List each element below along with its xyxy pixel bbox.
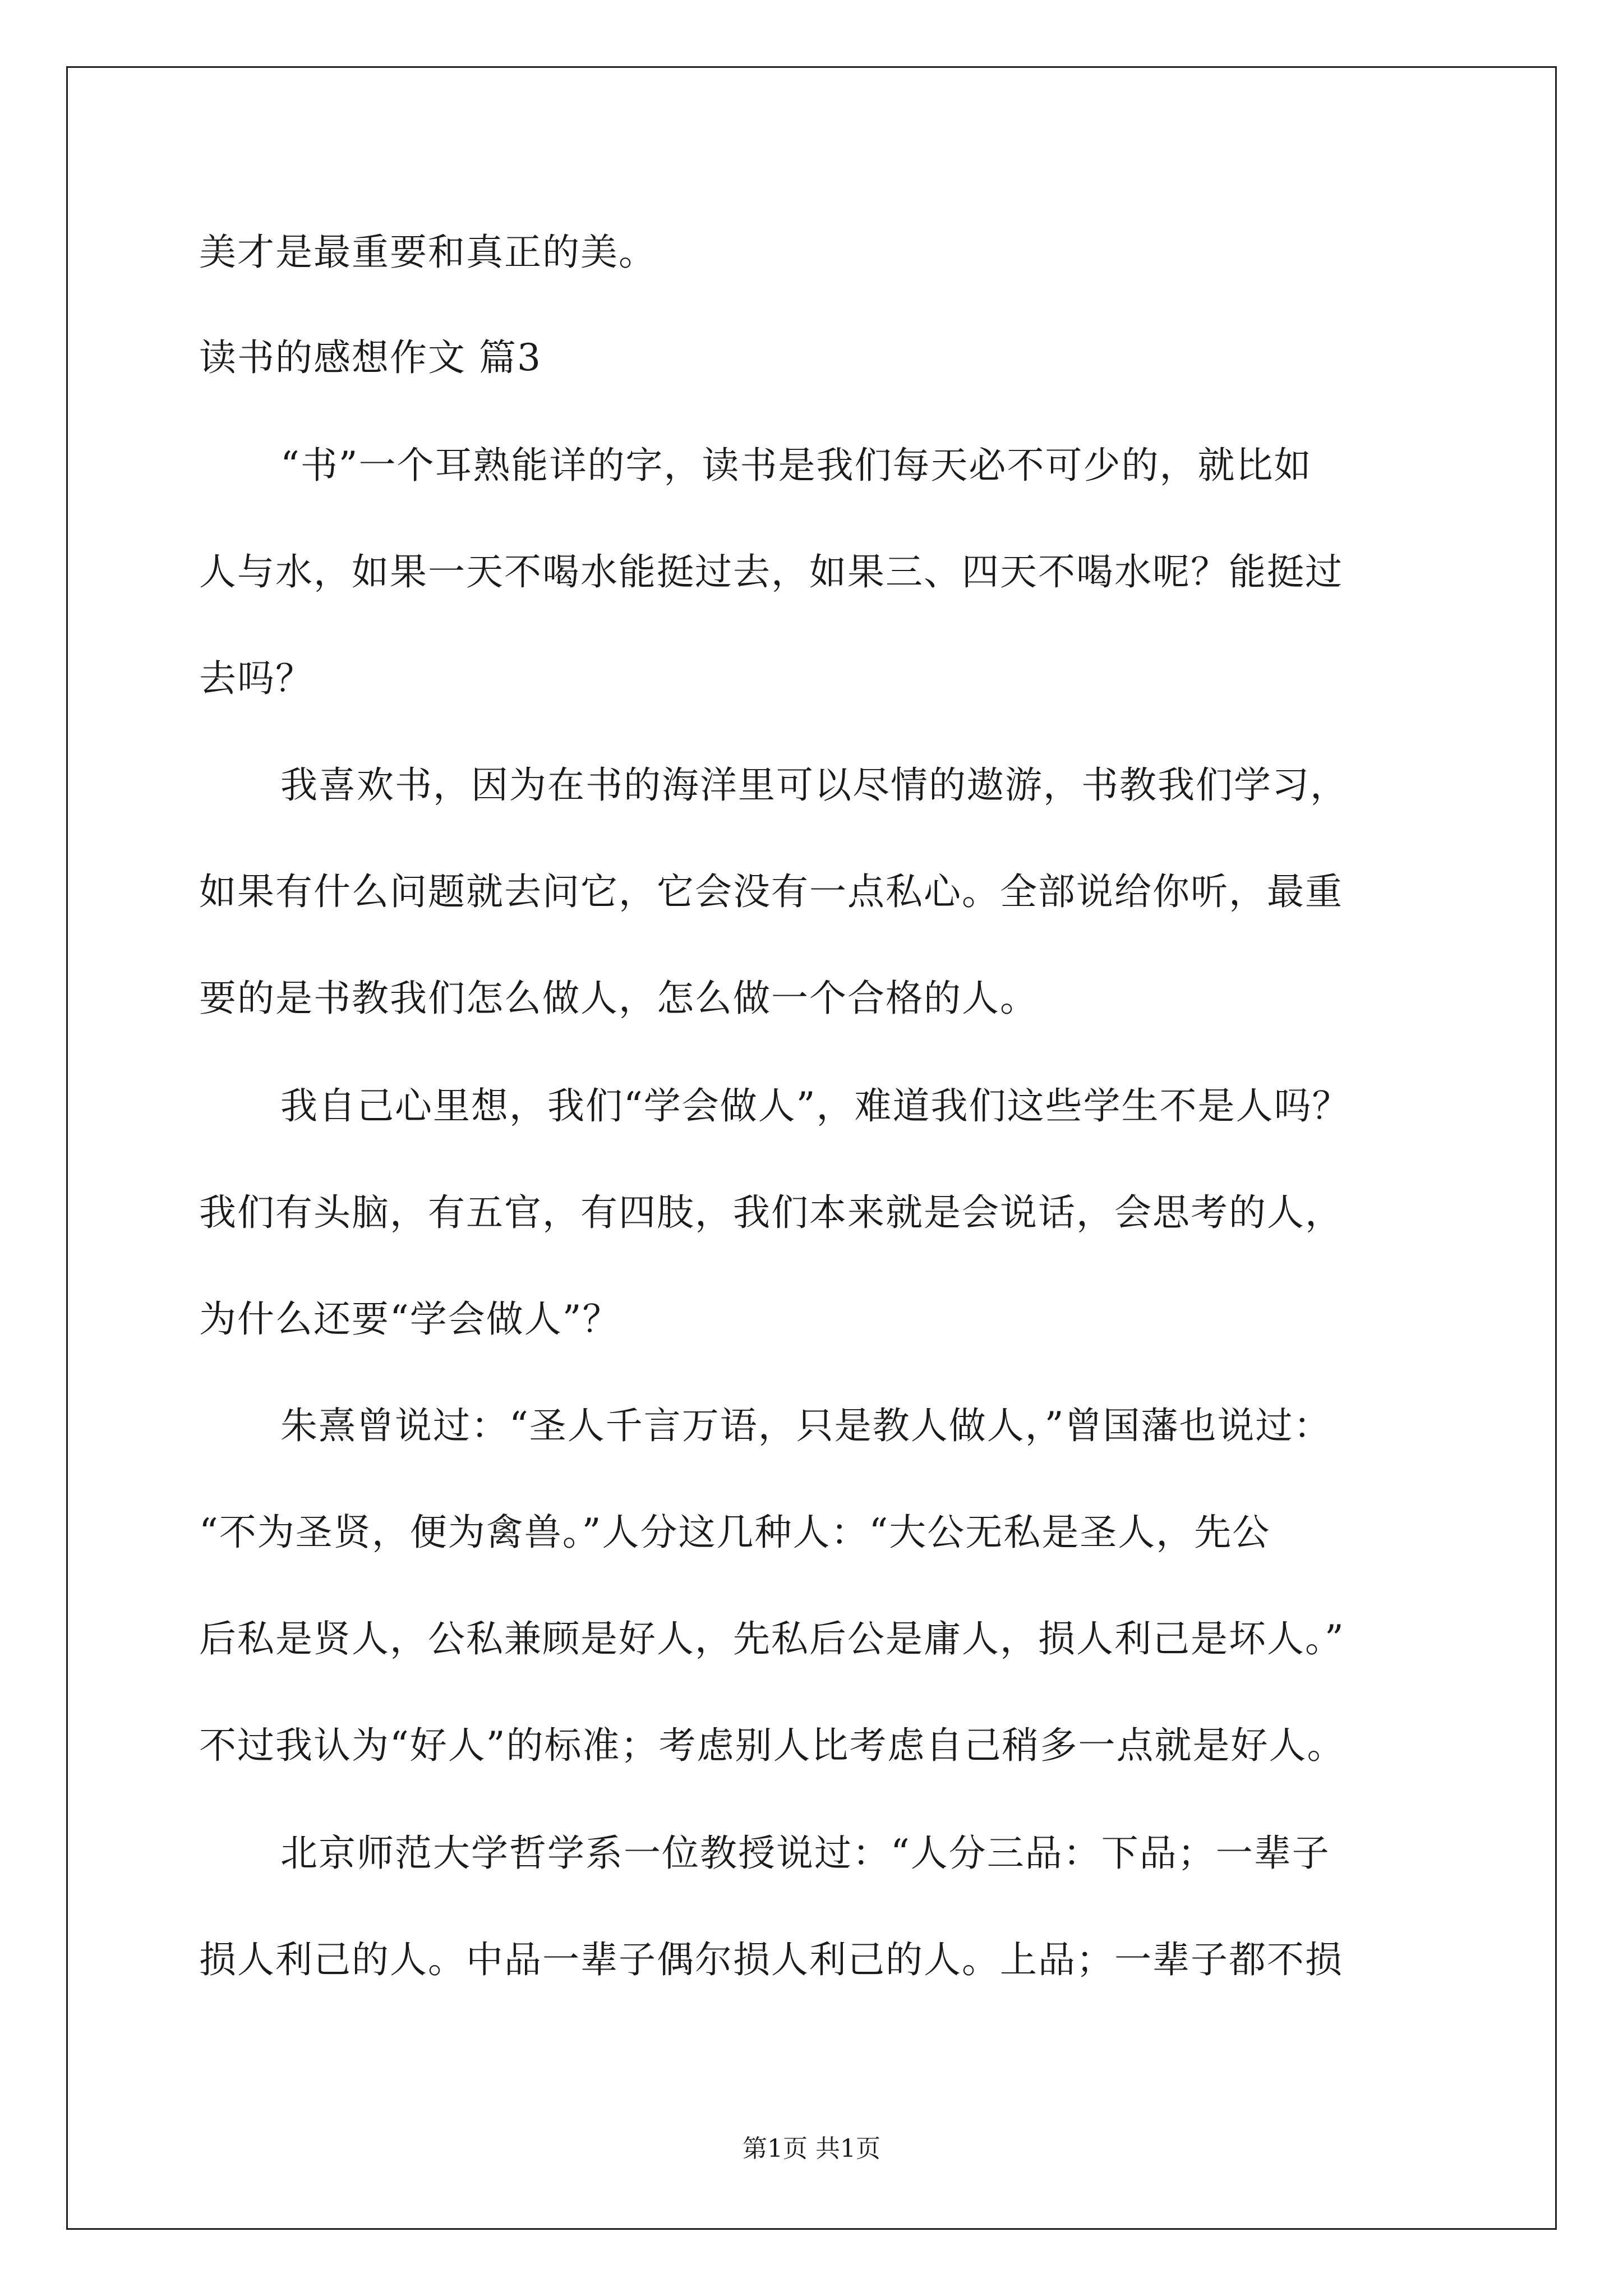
- page-frame: [66, 66, 1557, 2230]
- page-footer: 第1页 共1页: [743, 2134, 880, 2163]
- text-line-15: 不过我认为“好人”的标准；考虑别人比考虑自己稍多一点就是好人。: [199, 1724, 1345, 1767]
- text-line-9: 我自己心里想，我们“学会做人”，难道我们这些学生不是人吗？: [280, 1084, 1350, 1128]
- text-line-3: “书”一个耳熟能详的字，读书是我们每天必不可少的，就比如: [280, 444, 1312, 487]
- text-line-10: 我们有头脑，有五官，有四肢，我们本来就是会说话，会思考的人，: [199, 1191, 1343, 1234]
- text-line-14: 后私是贤人，公私兼顾是好人，先私后公是庸人，损人利己是坏人。”: [199, 1617, 1345, 1660]
- text-line-6: 我喜欢书，因为在书的海洋里可以尽情的遨游，书教我们学习，: [280, 763, 1348, 807]
- text-line-13: “不为圣贤，便为禽兽。”人分这几种人：“大公无私是圣人，先公: [199, 1511, 1271, 1554]
- text-line-8: 要的是书教我们怎么做人，怎么做一个合格的人。: [199, 977, 1038, 1020]
- text-line-1: 美才是最重要和真正的美。: [199, 231, 657, 274]
- text-line-5: 去吗？: [199, 657, 313, 700]
- text-line-17: 损人利己的人。中品一辈子偶尔损人利己的人。上品；一辈子都不损: [199, 1938, 1343, 1981]
- text-line-4: 人与水，如果一天不喝水能挺过去，如果三、四天不喝水呢？能挺过: [199, 550, 1343, 593]
- section-heading: 读书的感想作文 篇3: [199, 336, 542, 379]
- text-line-11: 为什么还要“学会做人”？: [199, 1297, 621, 1341]
- text-line-12: 朱熹曾说过：“圣人千言万语，只是教人做人，”曾国藩也说过：: [280, 1404, 1332, 1447]
- text-line-7: 如果有什么问题就去问它，它会没有一点私心。全部说给你听，最重: [199, 870, 1343, 913]
- text-line-16: 北京师范大学哲学系一位教授说过：“人分三品：下品；一辈子: [280, 1832, 1330, 1875]
